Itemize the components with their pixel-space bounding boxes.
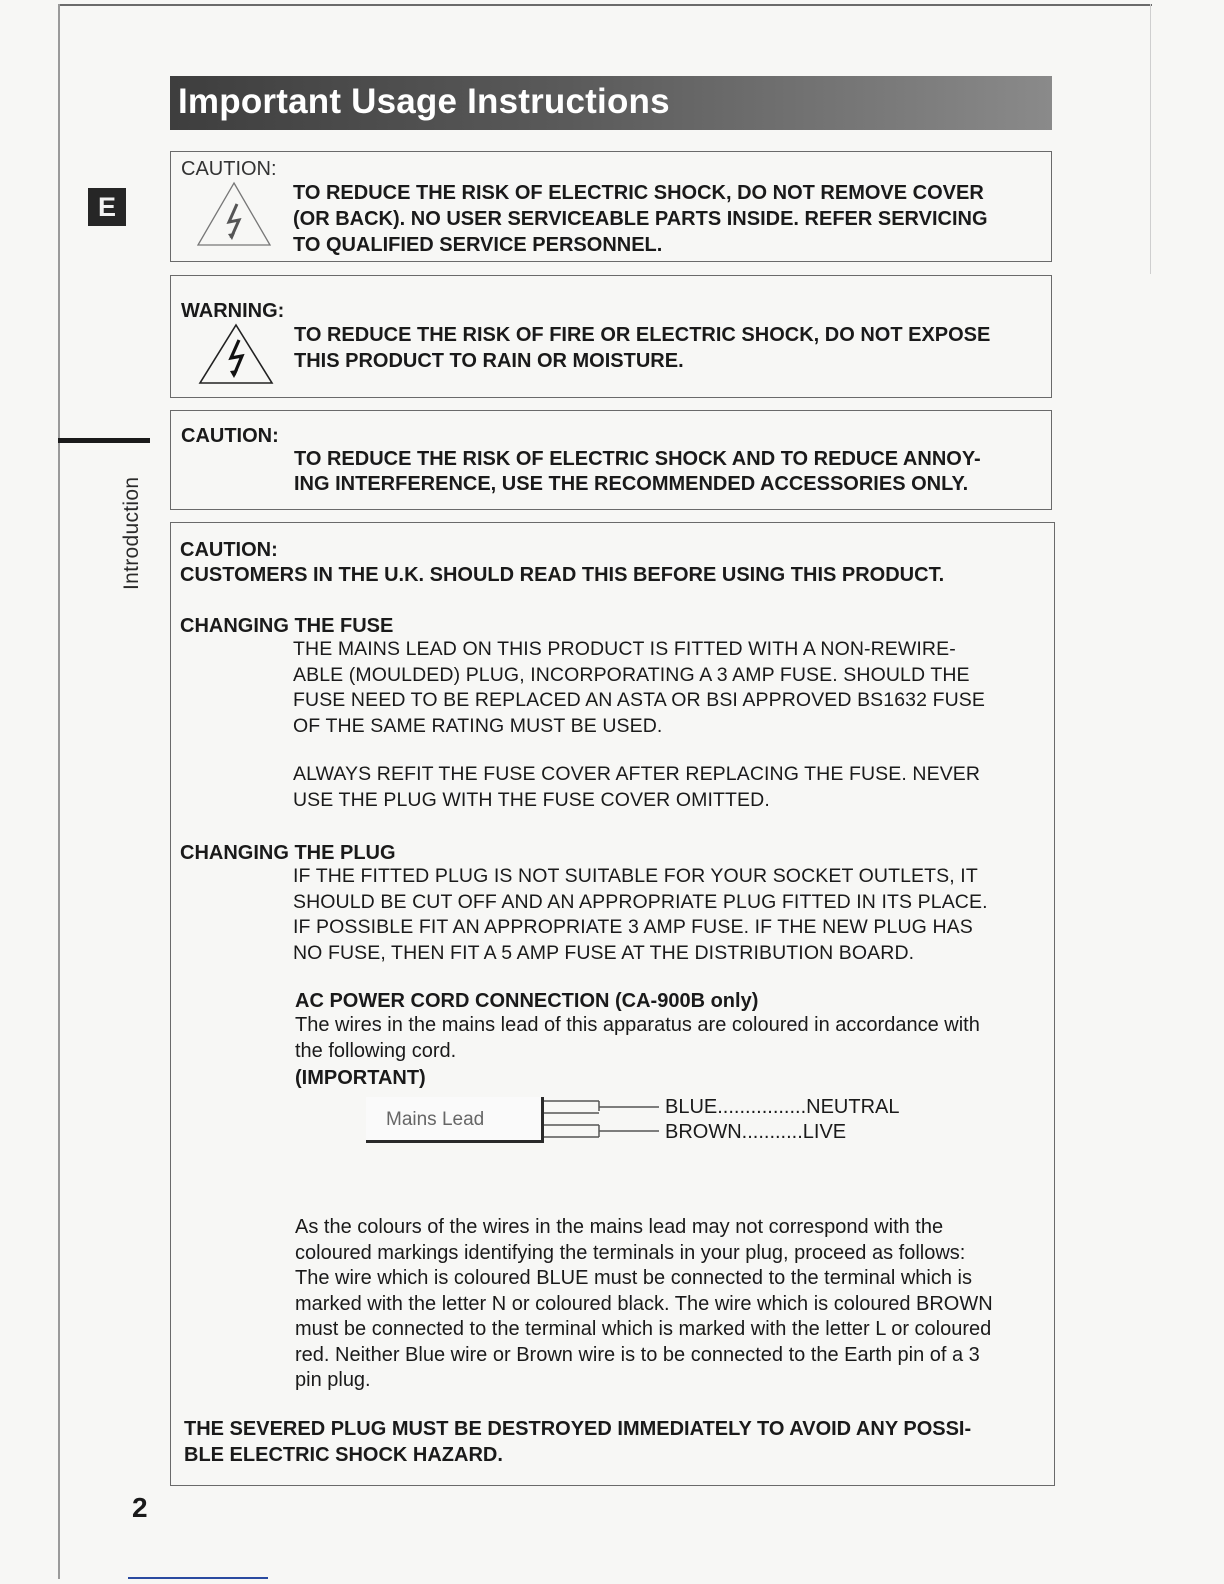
text-line: THE SEVERED PLUG MUST BE DESTROYED IMMEDIATELY TO AVOID ANY POSSI- [184, 1418, 972, 1440]
text-line: BLE ELECTRIC SHOCK HAZARD. [184, 1444, 503, 1466]
wire-lines-diagram [544, 1097, 664, 1147]
caution-label: CAUTION: [181, 158, 277, 180]
text-line: FUSE NEED TO BE REPLACED AN ASTA OR BSI APPROVED BS1632 FUSE [293, 689, 985, 711]
text-line: the following cord. [295, 1039, 457, 1062]
ac-cord-heading: AC POWER CORD CONNECTION (CA-900B only) [295, 990, 759, 1012]
title-bar [170, 76, 1052, 130]
important-label: (IMPORTANT) [295, 1067, 426, 1089]
fuse-paragraph-2 [293, 762, 980, 813]
text-line: As the colours of the wires in the mains lead may not correspond with the [295, 1216, 944, 1238]
text-line: USE THE PLUG WITH THE FUSE COVER OMITTED. [293, 788, 770, 811]
wire-label-blue: BLUE................NEUTRAL [665, 1096, 900, 1118]
caution-line: TO REDUCE THE RISK OF ELECTRIC SHOCK, DO NOT REMOVE COVER [293, 182, 984, 204]
text-line: IF THE FITTED PLUG IS NOT SUITABLE FOR YOUR SOCKET OUTLETS, IT [293, 865, 978, 887]
caution-line: TO QUALIFIED SERVICE PERSONNEL. [293, 234, 663, 256]
fuse-heading: CHANGING THE FUSE [180, 615, 394, 637]
text-line: NO FUSE, THEN FIT A 5 AMP FUSE AT THE DISTRIBUTION BOARD. [293, 941, 915, 964]
text-line: pin plug. [295, 1369, 371, 1391]
caution-line: ING INTERFERENCE, USE THE RECOMMENDED ACCESSORIES ONLY. [294, 473, 969, 495]
lightning-warning-icon [195, 180, 273, 248]
bottom-rule [128, 1577, 268, 1579]
uk-caution-box [170, 522, 1055, 1486]
side-tab-introduction: Introduction [120, 476, 143, 590]
page-title: Important Usage Instructions [178, 82, 670, 121]
text-line: OF THE SAME RATING MUST BE USED. [293, 714, 663, 737]
warning-box [170, 275, 1052, 398]
text-line: SHOULD BE CUT OFF AND AN APPROPRIATE PLUG FITTED IN ITS PLACE. [293, 890, 988, 913]
warning-label: WARNING: [181, 300, 285, 322]
caution-line: TO REDUCE THE RISK OF ELECTRIC SHOCK AND TO REDUCE ANNOY- [294, 448, 981, 470]
colours-paragraph [295, 1215, 993, 1394]
ac-cord-paragraph [295, 1013, 980, 1064]
caution-text [294, 447, 981, 497]
caution-box-accessories [170, 410, 1052, 510]
text-line: ALWAYS REFIT THE FUSE COVER AFTER REPLACING THE FUSE. NEVER [293, 763, 981, 785]
uk-caution-label: CAUTION: [180, 539, 278, 561]
text-line: THE MAINS LEAD ON THIS PRODUCT IS FITTED WITH A NON-REWIRE- [293, 638, 956, 660]
language-badge: E [88, 188, 126, 226]
caution-text [293, 180, 988, 258]
page-edge-left [58, 4, 60, 1579]
text-line: ABLE (MOULDED) PLUG, INCORPORATING A 3 AMP FUSE. SHOULD THE [293, 663, 970, 686]
plug-paragraph [293, 864, 988, 966]
page-edge-right [1150, 4, 1151, 274]
mains-lead-diagram-box [366, 1097, 544, 1143]
text-line: must be connected to the terminal which is marked with the letter L or coloured [295, 1318, 992, 1340]
fuse-paragraph-1 [293, 637, 985, 739]
page-edge-top [58, 4, 1152, 6]
page-number: 2 [132, 1492, 148, 1523]
uk-intro: CUSTOMERS IN THE U.K. SHOULD READ THIS BEFORE USING THIS PRODUCT. [180, 564, 945, 586]
warning-text [294, 322, 990, 374]
lightning-warning-icon [197, 322, 275, 386]
caution-line: (OR BACK). NO USER SERVICEABLE PARTS INSIDE. REFER SERVICING [293, 208, 988, 230]
text-line: red. Neither Blue wire or Brown wire is to be connected to the Earth pin of a 3 [295, 1343, 980, 1366]
text-line: The wires in the mains lead of this apparatus are coloured in accordance with [295, 1014, 980, 1036]
final-warning [184, 1416, 971, 1468]
wire-label-brown: BROWN...........LIVE [665, 1121, 847, 1143]
plug-heading: CHANGING THE PLUG [180, 842, 396, 864]
caution-box-cover [170, 151, 1052, 262]
text-line: marked with the letter N or coloured black. The wire which is coloured BROWN [295, 1292, 993, 1315]
warning-line: TO REDUCE THE RISK OF FIRE OR ELECTRIC SHOCK, DO NOT EXPOSE [294, 324, 991, 346]
text-line: coloured markings identifying the terminals in your plug, proceed as follows: [295, 1241, 966, 1264]
text-line: The wire which is coloured BLUE must be connected to the terminal which is [295, 1267, 972, 1289]
mains-lead-label: Mains Lead [386, 1109, 485, 1130]
caution-label: CAUTION: [181, 425, 279, 447]
warning-line: THIS PRODUCT TO RAIN OR MOISTURE. [294, 350, 684, 372]
text-line: IF POSSIBLE FIT AN APPROPRIATE 3 AMP FUSE. IF THE NEW PLUG HAS [293, 916, 973, 938]
